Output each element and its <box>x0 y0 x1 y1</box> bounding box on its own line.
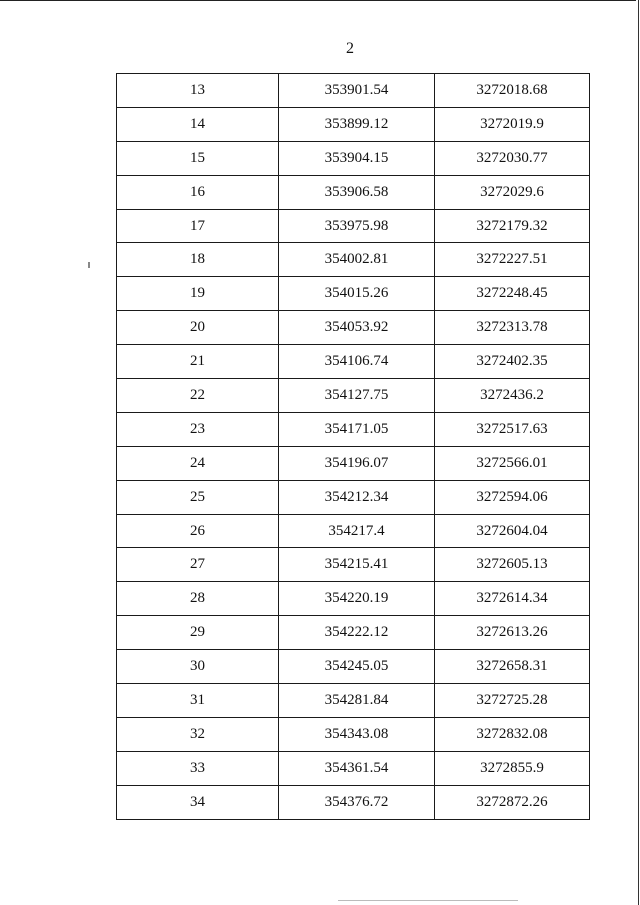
x-coordinate-cell: 354220.19 <box>279 582 435 616</box>
y-coordinate-cell: 3272604.04 <box>435 514 590 548</box>
point-number-cell: 27 <box>117 548 279 582</box>
x-coordinate-cell: 354215.41 <box>279 548 435 582</box>
y-coordinate-cell: 3272030.77 <box>435 141 590 175</box>
scan-speck <box>88 262 90 268</box>
point-number-cell: 25 <box>117 480 279 514</box>
y-coordinate-cell: 3272605.13 <box>435 548 590 582</box>
x-coordinate-cell: 353899.12 <box>279 107 435 141</box>
table-row <box>117 107 590 141</box>
x-coordinate-cell: 354217.4 <box>279 514 435 548</box>
x-coordinate-cell: 354245.05 <box>279 650 435 684</box>
point-number-cell: 30 <box>117 650 279 684</box>
x-coordinate-cell: 354361.54 <box>279 751 435 785</box>
point-number-cell: 33 <box>117 751 279 785</box>
table-row <box>117 717 590 751</box>
point-number-cell: 14 <box>117 107 279 141</box>
table-row <box>117 446 590 480</box>
point-number-cell: 17 <box>117 209 279 243</box>
y-coordinate-cell: 3272832.08 <box>435 717 590 751</box>
table-row <box>117 277 590 311</box>
y-coordinate-cell: 3272227.51 <box>435 243 590 277</box>
y-coordinate-cell: 3272018.68 <box>435 74 590 108</box>
table-row <box>117 209 590 243</box>
x-coordinate-cell: 354015.26 <box>279 277 435 311</box>
page-edge-right <box>638 0 639 905</box>
point-number-cell: 32 <box>117 717 279 751</box>
x-coordinate-cell: 354376.72 <box>279 785 435 819</box>
x-coordinate-cell: 354002.81 <box>279 243 435 277</box>
table-row <box>117 616 590 650</box>
table-row <box>117 650 590 684</box>
table-row <box>117 785 590 819</box>
table-row <box>117 345 590 379</box>
table-row <box>117 311 590 345</box>
table-row <box>117 751 590 785</box>
table-row <box>117 684 590 718</box>
coordinates-table-body <box>117 74 590 820</box>
y-coordinate-cell: 3272248.45 <box>435 277 590 311</box>
table-row <box>117 480 590 514</box>
y-coordinate-cell: 3272872.26 <box>435 785 590 819</box>
table-row <box>117 379 590 413</box>
point-number-cell: 13 <box>117 74 279 108</box>
scan-edge-bottom <box>338 900 518 901</box>
table-row <box>117 243 590 277</box>
point-number-cell: 19 <box>117 277 279 311</box>
x-coordinate-cell: 354171.05 <box>279 412 435 446</box>
y-coordinate-cell: 3272613.26 <box>435 616 590 650</box>
x-coordinate-cell: 354053.92 <box>279 311 435 345</box>
y-coordinate-cell: 3272566.01 <box>435 446 590 480</box>
table-row <box>117 548 590 582</box>
point-number-cell: 34 <box>117 785 279 819</box>
x-coordinate-cell: 354196.07 <box>279 446 435 480</box>
y-coordinate-cell: 3272855.9 <box>435 751 590 785</box>
point-number-cell: 18 <box>117 243 279 277</box>
coordinates-table <box>116 73 590 820</box>
table-row <box>117 74 590 108</box>
point-number-cell: 28 <box>117 582 279 616</box>
x-coordinate-cell: 354212.34 <box>279 480 435 514</box>
table-row <box>117 582 590 616</box>
point-number-cell: 15 <box>117 141 279 175</box>
point-number-cell: 26 <box>117 514 279 548</box>
page-number: 2 <box>346 40 354 57</box>
point-number-cell: 21 <box>117 345 279 379</box>
y-coordinate-cell: 3272179.32 <box>435 209 590 243</box>
x-coordinate-cell: 354106.74 <box>279 345 435 379</box>
y-coordinate-cell: 3272614.34 <box>435 582 590 616</box>
point-number-cell: 24 <box>117 446 279 480</box>
table-row <box>117 141 590 175</box>
y-coordinate-cell: 3272402.35 <box>435 345 590 379</box>
y-coordinate-cell: 3272029.6 <box>435 175 590 209</box>
point-number-cell: 23 <box>117 412 279 446</box>
y-coordinate-cell: 3272725.28 <box>435 684 590 718</box>
point-number-cell: 29 <box>117 616 279 650</box>
table-row <box>117 412 590 446</box>
x-coordinate-cell: 353901.54 <box>279 74 435 108</box>
x-coordinate-cell: 353975.98 <box>279 209 435 243</box>
x-coordinate-cell: 354222.12 <box>279 616 435 650</box>
x-coordinate-cell: 354281.84 <box>279 684 435 718</box>
y-coordinate-cell: 3272313.78 <box>435 311 590 345</box>
y-coordinate-cell: 3272019.9 <box>435 107 590 141</box>
table-row <box>117 175 590 209</box>
y-coordinate-cell: 3272594.06 <box>435 480 590 514</box>
y-coordinate-cell: 3272658.31 <box>435 650 590 684</box>
point-number-cell: 22 <box>117 379 279 413</box>
x-coordinate-cell: 353906.58 <box>279 175 435 209</box>
point-number-cell: 31 <box>117 684 279 718</box>
point-number-cell: 16 <box>117 175 279 209</box>
x-coordinate-cell: 354127.75 <box>279 379 435 413</box>
y-coordinate-cell: 3272517.63 <box>435 412 590 446</box>
page-edge-top <box>0 0 636 1</box>
x-coordinate-cell: 353904.15 <box>279 141 435 175</box>
table-row <box>117 514 590 548</box>
point-number-cell: 20 <box>117 311 279 345</box>
y-coordinate-cell: 3272436.2 <box>435 379 590 413</box>
x-coordinate-cell: 354343.08 <box>279 717 435 751</box>
